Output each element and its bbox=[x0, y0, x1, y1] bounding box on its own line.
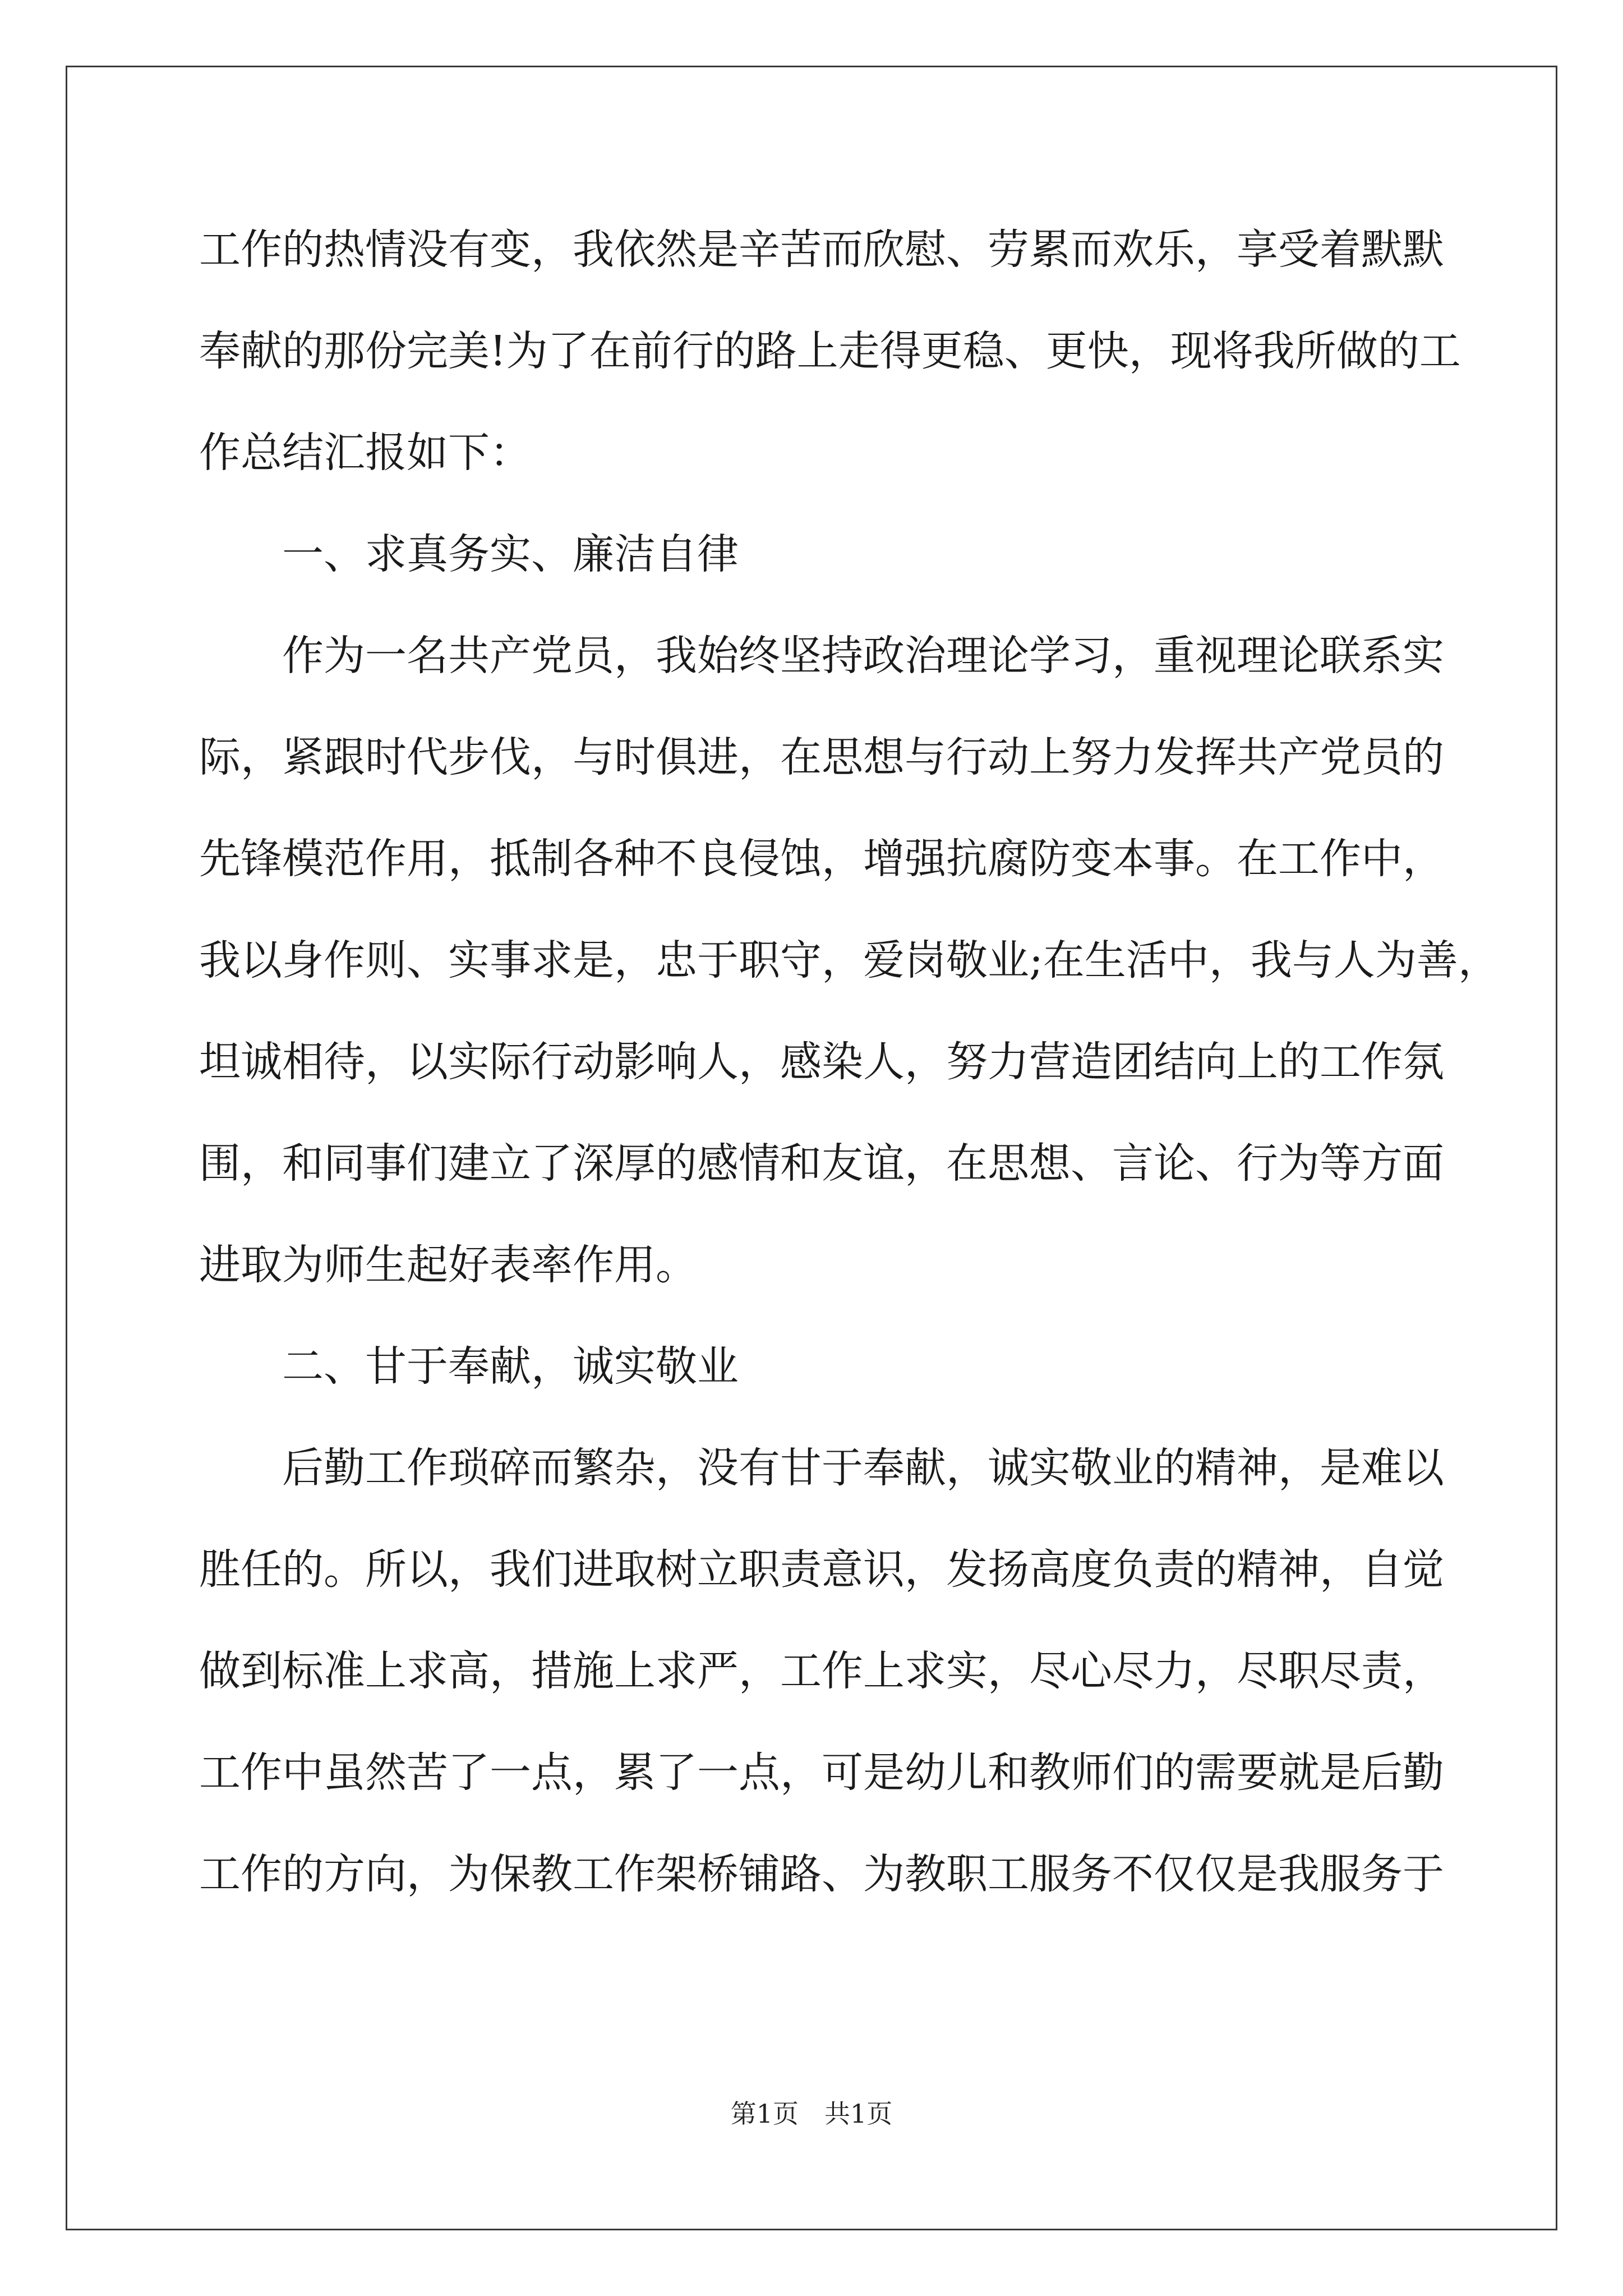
body-text-line: 工作的方向，为保教工作架桥铺路、为教职工服务不仅仅是我服务于 bbox=[199, 1850, 1444, 1898]
section-heading: 一、求真务实、廉洁自律 bbox=[282, 530, 739, 578]
body-text-line: 我以身作则、实事求是，忠于职守，爱岗敬业;在生活中，我与人为善， bbox=[199, 936, 1500, 984]
body-text-line: 围，和同事们建立了深厚的感情和友谊，在思想、言论、行为等方面 bbox=[199, 1139, 1444, 1188]
body-text-line: 工作中虽然苦了一点，累了一点，可是幼儿和教师们的需要就是后勤 bbox=[199, 1749, 1444, 1797]
body-text-line: 作总结汇报如下： bbox=[199, 429, 531, 477]
body-text-line: 奉献的那份完美!为了在前行的路上走得更稳、更快，现将我所做的工 bbox=[199, 327, 1461, 375]
body-text-line: 作为一名共产党员，我始终坚持政治理论学习，重视理论联系实 bbox=[282, 632, 1444, 680]
body-text-line: 做到标准上求高，措施上求严，工作上求实，尽心尽力，尽职尽责， bbox=[199, 1647, 1444, 1695]
body-text-line: 后勤工作琐碎而繁杂，没有甘于奉献，诚实敬业的精神，是难以 bbox=[282, 1444, 1444, 1492]
section-heading: 二、甘于奉献，诚实敬业 bbox=[282, 1342, 739, 1391]
body-text-line: 进取为师生起好表率作用。 bbox=[199, 1241, 697, 1289]
body-text-line: 先锋模范作用，抵制各种不良侵蚀，增强抗腐防变本事。在工作中， bbox=[199, 835, 1444, 883]
page-number-footer: 第1页 共1页 bbox=[730, 2099, 893, 2129]
body-text-line: 工作的热情没有变，我依然是辛苦而欣慰、劳累而欢乐，享受着默默 bbox=[199, 226, 1444, 274]
body-text-line: 坦诚相待，以实际行动影响人，感染人，努力营造团结向上的工作氛 bbox=[199, 1038, 1444, 1086]
body-text-line: 际，紧跟时代步伐，与时俱进，在思想与行动上努力发挥共产党员的 bbox=[199, 733, 1444, 781]
body-text-line: 胜任的。所以，我们进取树立职责意识，发扬高度负责的精神，自觉 bbox=[199, 1545, 1444, 1594]
document-body bbox=[199, 219, 1500, 1945]
